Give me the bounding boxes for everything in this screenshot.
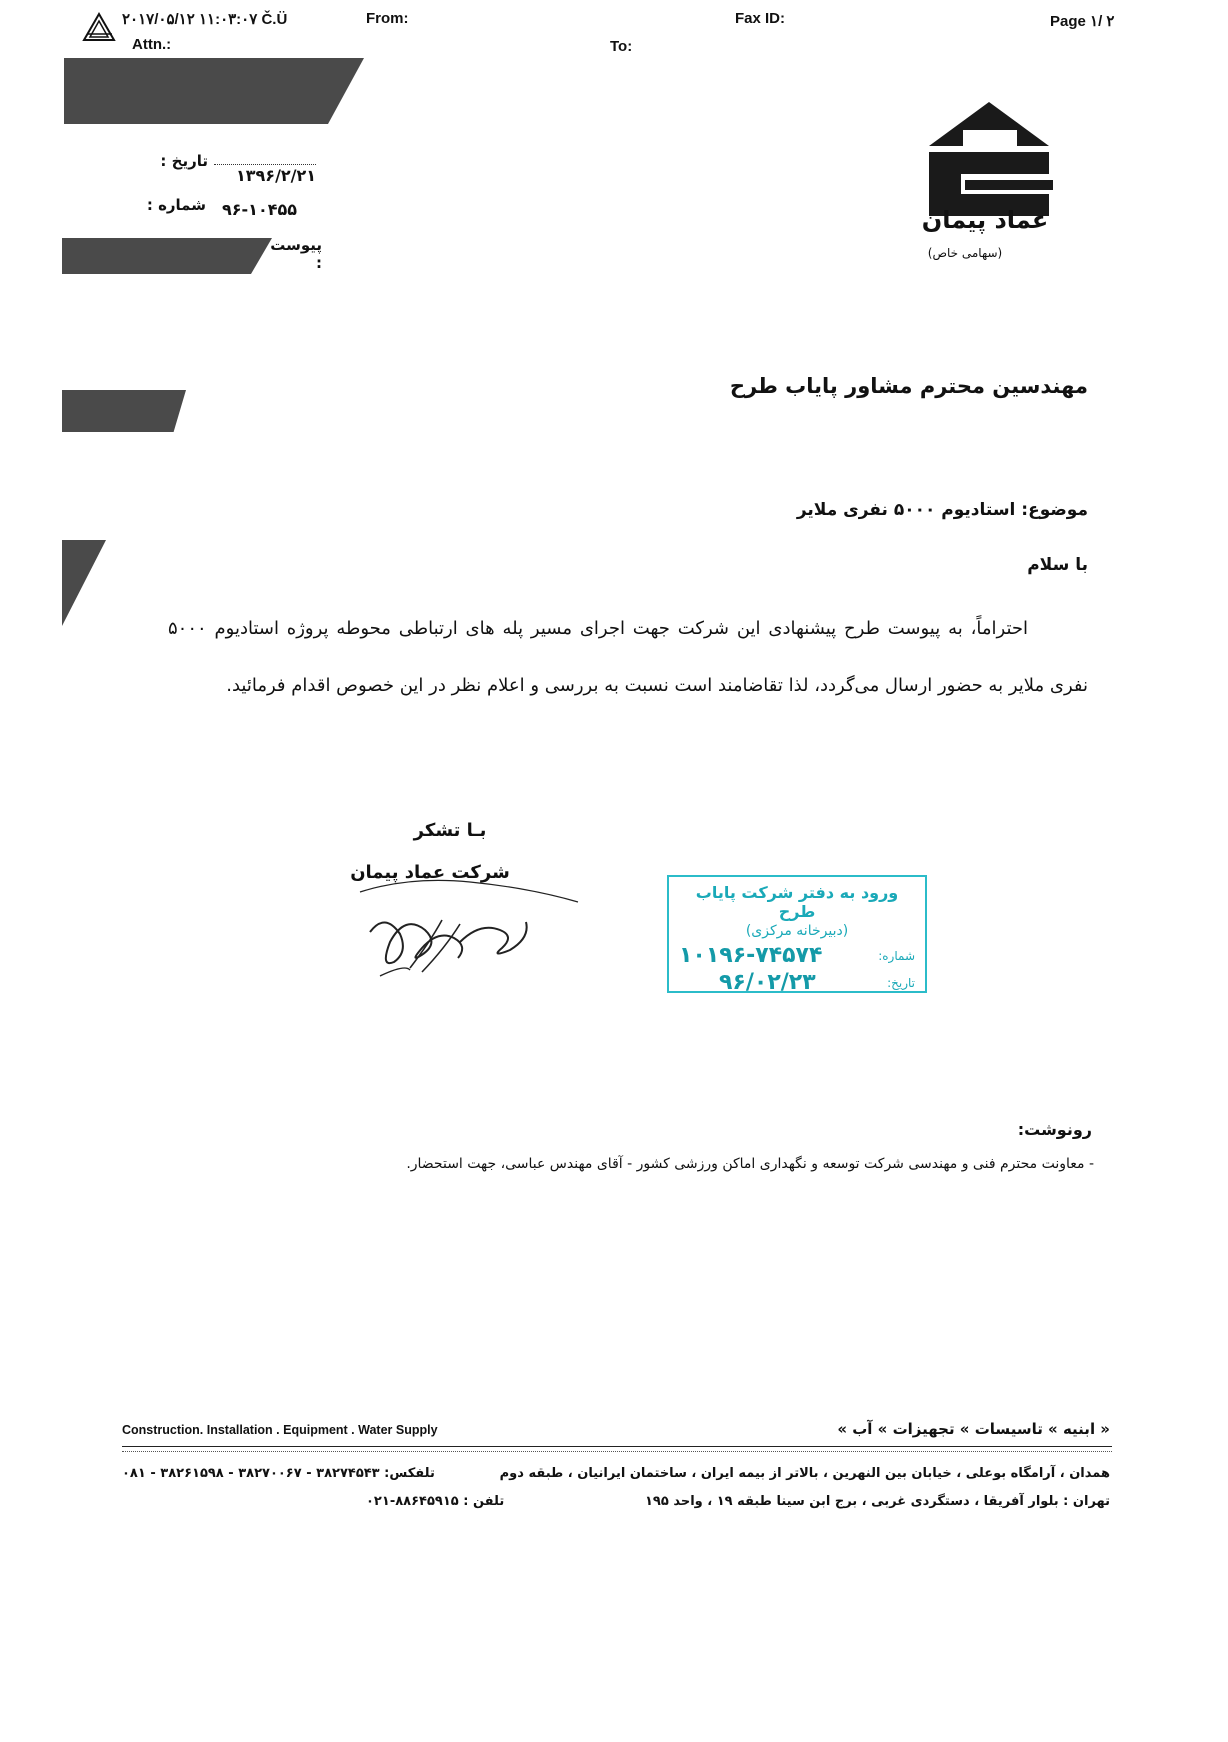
cc-label: رونوشت: — [1017, 1120, 1092, 1139]
stamp-date-value: ۹۶/۰۲/۲۳ — [719, 970, 816, 995]
reference-number-label: شماره : — [146, 196, 206, 214]
stamp-number-label: شماره: — [878, 948, 915, 963]
stamp-date-label: تاریخ: — [887, 975, 915, 990]
footer-persian: « ابنیه » تاسیسات » تجهیزات » آب » — [837, 1420, 1110, 1438]
stamp-number-value: ۱۰۱۹۶-۷۴۵۷۴ — [679, 943, 823, 968]
reference-number-value: ۹۶-۱۰۴۵۵ — [222, 200, 297, 219]
footer-hamedan-address: همدان ، آرامگاه بوعلی ، خیابان بین النهرین ، بالاتر از بیمه ایران ، ساختمان ایرانیان ، طبقه دوم — [499, 1466, 1110, 1481]
redacted-block-recipient — [62, 390, 186, 432]
fax-page-label: Page ۱/ ۲ — [1050, 13, 1115, 30]
fax-timestamp: ۲۰۱۷/۰۵/۱۲ ۱۱:۰۳:۰۷ Č.Ü — [122, 11, 288, 28]
footer-tehran-phone: تلفن : ۸۸۶۴۵۹۱۵-۰۲۱ — [366, 1494, 505, 1509]
letter-greeting: با سلام — [1027, 555, 1088, 575]
signature-icon — [350, 872, 580, 982]
reference-attachment-label: پیوست : — [270, 236, 322, 272]
fax-id-label: Fax ID: — [735, 10, 786, 27]
fax-attn-label: Attn.: — [132, 36, 172, 53]
footer-english: Construction. Installation . Equipment . Water Supply — [122, 1423, 438, 1437]
redacted-block-body — [62, 540, 106, 626]
company-subtitle: (سهامی خاص) — [927, 246, 1003, 260]
stamp-line2: (دبیرخانه مرکزی) — [745, 923, 849, 939]
letter-recipient: مهندسین محترم مشاور پایاب طرح — [729, 374, 1088, 398]
reference-date-label: تاریخ : — [160, 152, 208, 170]
reference-date-value: ۱۳۹۶/۲/۲۱ — [236, 166, 317, 185]
company-name: عماد پیمان — [921, 206, 1049, 234]
reference-date-dots — [214, 164, 316, 165]
cc-line: - معاونت محترم فنی و مهندسی شرکت توسعه و نگهداری اماکن ورزشی کشور - آقای مهندس عباسی، جهت استحضار. — [406, 1156, 1094, 1172]
redacted-block-top — [64, 58, 364, 124]
letter-closing: بـا تشکر — [413, 820, 487, 841]
footer-rule-thin — [122, 1451, 1112, 1452]
fax-from-label: From: — [366, 10, 409, 27]
letter-body: احتراماً، به پیوست طرح پیشنهادی این شرکت جهت اجرای مسیر پله های ارتباطی محوطه پروژه استادیوم ۵۰۰۰ نفری ملایر به حضور ارسال می‌گردد، لذا تقاضامند است نسبت به بررسی و اعلام نظر در این خصوص اقدام فرمائید. — [168, 618, 1088, 696]
footer-rule — [122, 1446, 1112, 1447]
fax-logo-icon — [82, 12, 116, 42]
redacted-block-attachment — [62, 238, 272, 274]
letter-signatory: شرکت عماد پیمان — [350, 862, 510, 883]
letter-subject: موضوع: استادیوم ۵۰۰۰ نفری ملایر — [796, 500, 1088, 520]
stamp-line1: ورود به دفتر شرکت پایاب طرح — [695, 883, 899, 921]
fax-to-label: To: — [610, 38, 633, 55]
footer-tehran-address: تهران : بلوار آفریقا ، دستگردی غربی ، برج ابن سینا طبقه ۱۹ ، واحد ۱۹۵ — [644, 1494, 1110, 1509]
footer-hamedan-phones: تلفکس: ۳۸۲۷۴۵۴۳ - ۳۸۲۷۰۰۶۷ - ۳۸۲۶۱۵۹۸ - ۰۸۱ — [122, 1466, 435, 1481]
receipt-stamp — [667, 875, 927, 993]
